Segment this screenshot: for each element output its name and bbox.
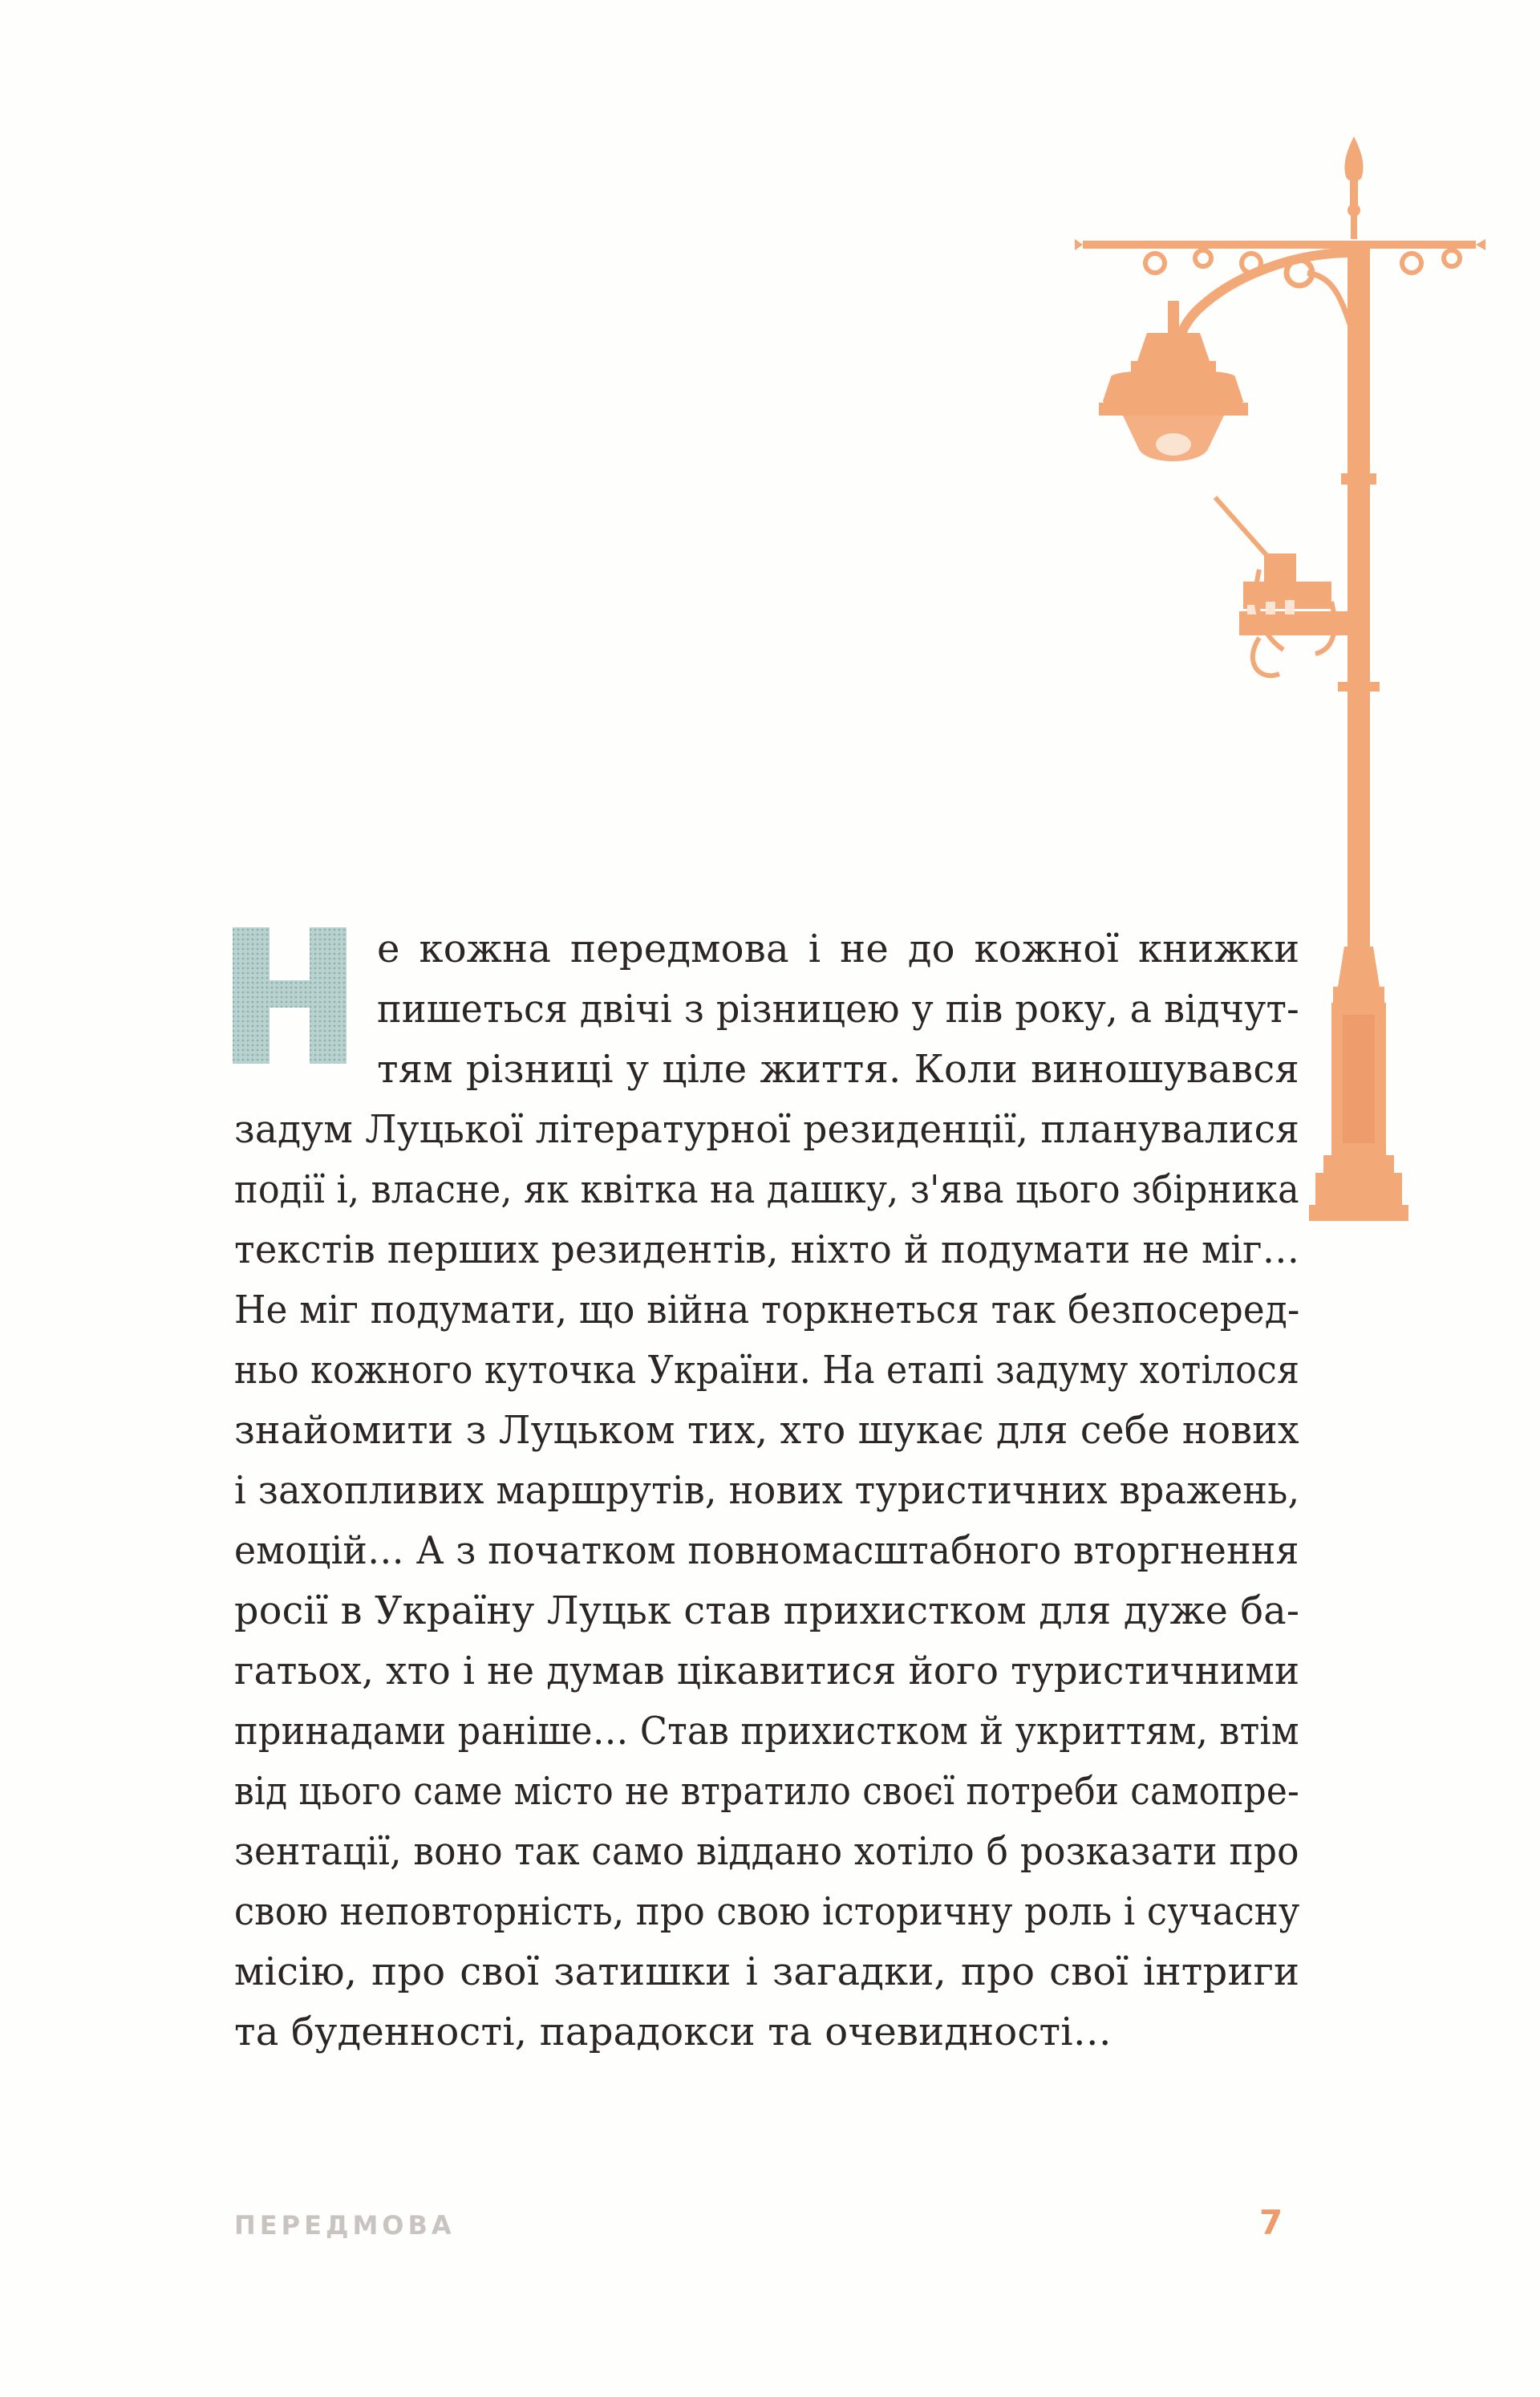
text-line: ньо кожного куточка України. На етапі задуму хотілося — [234, 1348, 1300, 1393]
text-line: е кожна передмова і не до кожної книжки — [377, 927, 1300, 971]
text-line: емоцій… А з початком повномасштабного вторгнення — [234, 1528, 1299, 1573]
text-line: пишеться двічі з різницею у пів року, а відчут- — [377, 987, 1299, 1032]
text-line: зентації, воно так само віддано хотіло б розказати про — [234, 1829, 1299, 1874]
text-line: свою неповторність, про свою історичну роль і сучасну — [234, 1889, 1300, 1934]
text-line: принадами раніше… Став прихистком й укриттям, втім — [234, 1709, 1299, 1754]
text-line: росії в Україну Луцьк став прихистком для дуже ба- — [234, 1588, 1300, 1633]
text-line: події і, власне, як квітка на дашку, з'ява цього збірника — [234, 1167, 1299, 1212]
text-line: та буденності, парадокси та очевидності… — [234, 2010, 1112, 2054]
text-line: задум Луцької літературної резиденції, планувалися — [234, 1107, 1300, 1152]
text-line: гатьох, хто і не думав цікавитися його туристичними — [234, 1649, 1300, 1693]
text-line: тям різниці у ціле життя. Коли виношувався — [377, 1047, 1299, 1092]
text-line: знайомити з Луцьком тих, хто шукає для себе нових — [234, 1408, 1299, 1453]
text-line: текстів перших резидентів, ніхто й подумати не міг… — [234, 1227, 1300, 1272]
text-line: від цього саме місто не втратило своєї потреби самопре- — [234, 1769, 1299, 1814]
text-line: місію, про свої затишки і загадки, про свої інтриги — [234, 1949, 1300, 1994]
text-line: Не міг подумати, що війна торкнеться так безпосеред- — [234, 1288, 1300, 1332]
page-number: 7 — [1259, 2203, 1283, 2242]
running-footer-section-title: ПЕРЕДМОВА — [234, 2210, 456, 2241]
text-line: і захопливих маршрутів, нових туристичних вражень, — [234, 1468, 1300, 1513]
